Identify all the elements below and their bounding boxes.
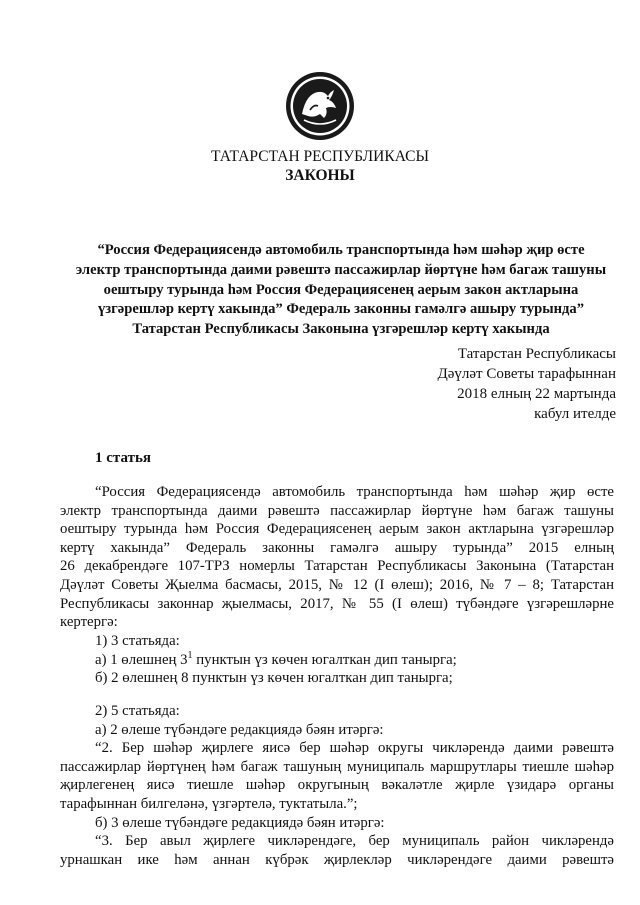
quote-line: тарафыннан билгеләнә, үзгәртелә, туктатыла.”;: [60, 795, 358, 812]
text-line: Республикасы законнар җыелмасы, 2017, № 55 (I өлеш) түбәндәге үзгәрешләрне: [60, 595, 614, 612]
tatarstan-emblem-icon: [284, 70, 356, 142]
text-line: кертергә:: [60, 614, 118, 631]
text-line: кертү хакында” Федераль законны гамәлгә ашыру турында” 2015 елның: [60, 539, 614, 556]
title-line: электр транспортында даими рәвештә пассажирлар йөртүне һәм багаж ташуны: [75, 261, 607, 278]
subitem-a: [60, 651, 614, 670]
text-line: “Россия Федерациясендә автомобиль транспортында һәм шәһәр җир өсте: [95, 484, 614, 500]
adoption-note: [438, 344, 616, 424]
subitem-b: б) 3 өлеше түбәндәге редакциядә бәян итәргә:: [95, 814, 385, 831]
article-heading: 1 статья: [95, 450, 151, 466]
law-title: [60, 241, 622, 340]
subitem-b: б) 2 өлешнең 8 пунктын үз көчен югалткан дип танырга;: [95, 670, 453, 687]
republic-heading: ТАТАРСТАН РЕСПУБЛИКАСЫ: [211, 148, 429, 165]
text-line: электр транспортында даими рәвештә пассажирлар йөртүне һәм багаж ташуны: [60, 502, 614, 519]
item-2: [60, 702, 614, 869]
title-line: үзгәрешләр кертү хакында” Федераль законны гамәлгә ашыру турында”: [97, 301, 585, 318]
adoption-line: 2018 елның 22 мартында: [457, 386, 616, 402]
subitem-a: а) 2 өлеше түбәндәге редакциядә бәян итәргә:: [95, 721, 384, 738]
adoption-line: кабул ителде: [534, 406, 616, 422]
subitem-a-prefix: а) 1 өлешнең 3: [95, 651, 188, 668]
law-heading: ЗАКОНЫ: [285, 167, 355, 184]
item-label: 1) 3 статьяда:: [95, 633, 180, 649]
title-line: “Россия Федерациясендә автомобиль транспортында һәм шәһәр җир өсте: [97, 242, 585, 258]
title-line: Татарстан Республикасы Законына үзгәрешләр кертү хакында: [132, 321, 550, 338]
quote-line: пассажирлар йөртүнең һәм багаж ташуның муниципаль маршрутлары тиешле шәһәр: [60, 758, 614, 775]
article-intro: [60, 483, 614, 632]
quote-line: урнашкан ике һәм аннан күбрәк җирлекләр чикләрендәге даими рәвештә: [60, 851, 614, 868]
superscript: 1: [187, 649, 193, 661]
adoption-line: Дәүләт Советы тарафыннан: [437, 366, 616, 382]
subitem-a-suffix: пунктын үз көчен югалткан дип танырга;: [192, 651, 457, 668]
quote-line: җирлегенең яисә тиешле шәһәр округының вәкаләтле җирле үзидарә органы: [60, 777, 614, 794]
text-line: оештыру турында һәм Россия Федерациясенең аерым закон актларына үзгәрешләр: [60, 521, 614, 538]
text-line: Дәүләт Советы Җыелма басмасы, 2015, № 12 (I өлеш); 2016, № 7 – 8; Татарстан: [60, 576, 614, 593]
quote-line: “2. Бер шәһәр җирлеге яисә бер шәһәр округы чикләрендә даими рәвештә: [95, 740, 614, 757]
item-1: [60, 632, 614, 688]
title-line: оештыру турында һәм Россия Федерациясенең аерым закон актларына: [103, 281, 579, 298]
text-line: 26 декабрендәге 107-ТРЗ номерлы Татарстан Республикасы Законына (Татарстан: [60, 558, 614, 575]
adoption-line: Татарстан Республикасы: [457, 346, 616, 362]
item-label: 2) 5 статьяда:: [95, 703, 180, 719]
quote-line: “3. Бер авыл җирлеге чикләрендәге, бер муниципаль район чикләрендә: [95, 833, 614, 850]
